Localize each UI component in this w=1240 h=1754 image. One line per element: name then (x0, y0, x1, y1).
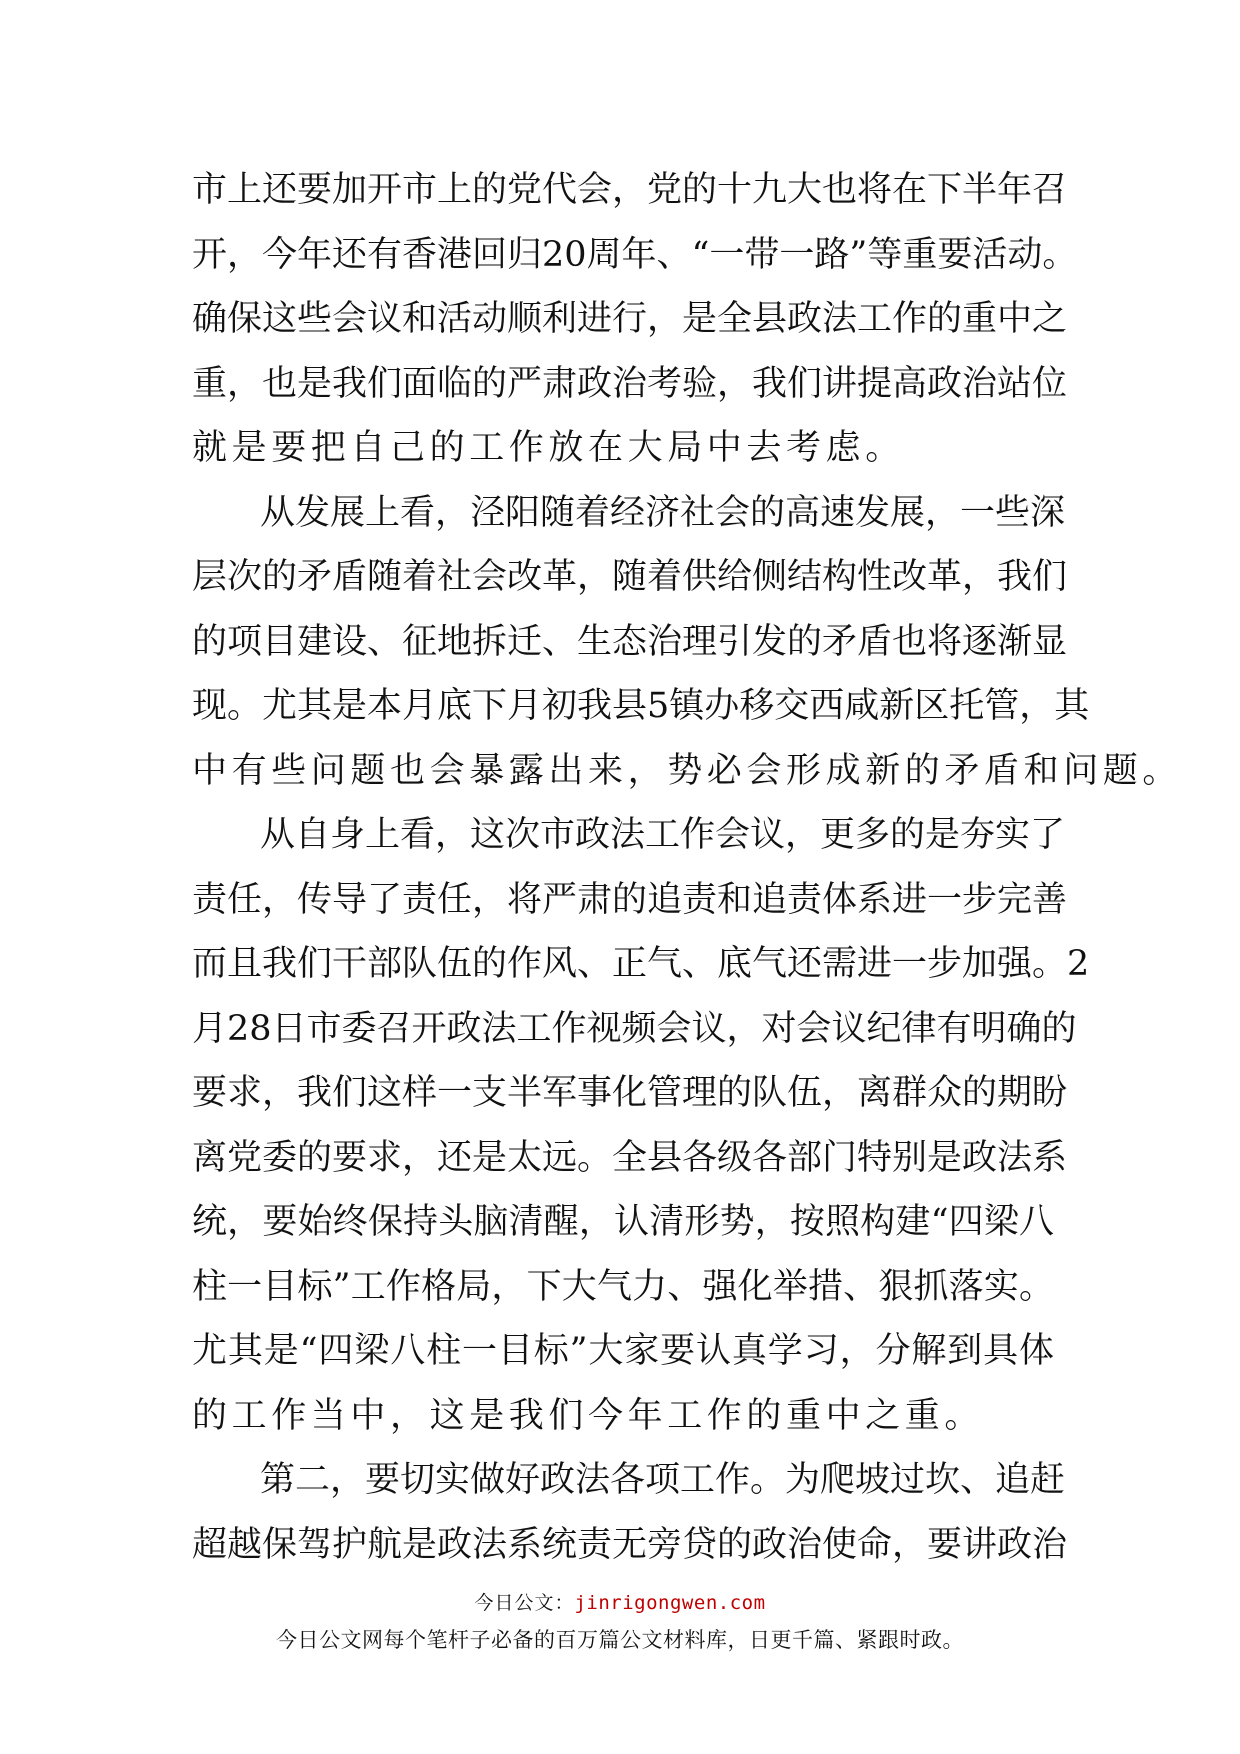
footer-slogan: 今日公文网每个笔杆子必备的百万篇公文材料库，日更千篇、紧跟时政。 (276, 1628, 964, 1652)
text-line-21: 第二，要切实做好政法各项工作。为爬坡过坎、追赶 (260, 1460, 1066, 1500)
text-line-3: 确保这些会议和活动顺利进行，是全县政法工作的重中之 (192, 299, 1068, 339)
text-line-4: 重，也是我们面临的严肃政治考验，我们讲提高政治站位 (192, 363, 1068, 404)
text-line-16: 离党委的要求，还是太远。全县各级各部门特别是政法系 (192, 1137, 1068, 1178)
text-line-7: 层次的矛盾随着社会改革，随着供给侧结构性改革，我们 (192, 557, 1068, 597)
text-line-13: 而且我们干部队伍的作风、正气、底气还需进一步加强。2 (192, 944, 1090, 984)
text-line-17: 统，要始终保持头脑清醒，认清形势，按照构建“四梁八 (192, 1202, 1054, 1242)
text-line-10: 中有些问题也会暴露出来，势必会形成新的矛盾和问题。 (192, 750, 1183, 791)
footer-site-line (0, 1588, 1240, 1615)
text-line-15: 要求，我们这样一支半军事化管理的队伍，离群众的期盼 (192, 1073, 1068, 1113)
text-line-5: 就是要把自己的工作放在大局中去考虑。 (192, 428, 905, 468)
text-line-2: 开，今年还有香港回归20周年、“一带一路”等重要活动。 (192, 234, 1078, 275)
text-line-14: 月28日市委召开政法工作视频会议，对会议纪律有明确的 (192, 1008, 1077, 1049)
text-line-11: 从自身上看，这次市政法工作会议，更多的是夯实了 (260, 815, 1066, 855)
footer-site-label: 今日公文： (474, 1592, 575, 1614)
text-line-12: 责任，传导了责任，将严肃的追责和追责体系进一步完善 (192, 879, 1068, 920)
text-line-22: 超越保驾护航是政法系统责无旁贷的政治使命，要讲政治 (192, 1524, 1068, 1565)
text-line-9: 现。尤其是本月底下月初我县5镇办移交西咸新区托管，其 (192, 686, 1090, 726)
text-line-6: 从发展上看，泾阳随着经济社会的高速发展，一些深 (260, 492, 1066, 533)
text-line-19: 尤其是“四梁八柱一目标”大家要认真学习，分解到具体 (192, 1331, 1054, 1371)
text-line-1: 市上还要加开市上的党代会，党的十九大也将在下半年召 (192, 170, 1068, 210)
text-line-8: 的项目建设、征地拆迁、生态治理引发的矛盾也将逐渐显 (192, 621, 1068, 662)
document-body (192, 158, 1183, 1577)
text-line-18: 柱一目标”工作格局，下大气力、强化举措、狠抓落实。 (192, 1266, 1054, 1307)
footer-site-link[interactable]: jinrigongwen.com (574, 1592, 766, 1614)
text-line-20: 的工作当中，这是我们今年工作的重中之重。 (192, 1395, 985, 1436)
